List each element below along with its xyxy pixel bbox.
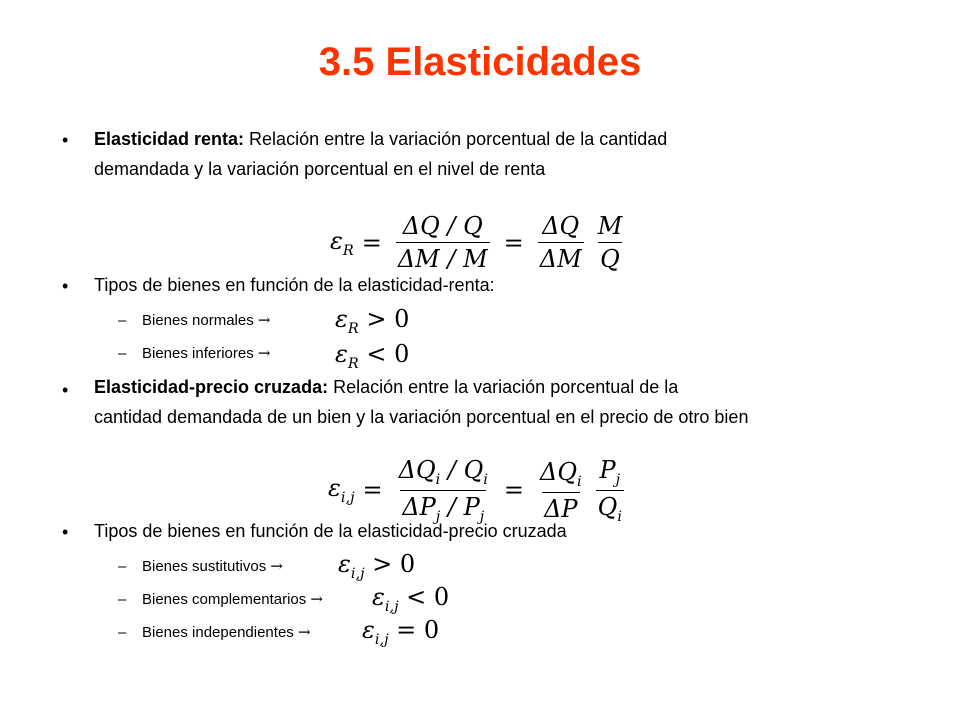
bullet-1-line2: demandada y la variación porcentual en el nivel de renta: [94, 159, 546, 179]
bullet-3-text: [94, 372, 748, 432]
eq2-lhs: $\varepsilon_{i,j}$: [328, 474, 355, 507]
bullet-3-term: Elasticidad-precio cruzada:: [94, 377, 329, 397]
bullet-3-line2: cantidad demandada de un bien y la variación porcentual en el precio de otro bien: [94, 407, 749, 427]
slide-title: 3.5 Elasticidades: [318, 40, 642, 84]
eq2-fraction-1: $\frac{\Delta Q_i / Q_i}{\Delta P_j / P_j}$: [398, 456, 488, 525]
eq2-fraction-3: $\frac{P_j}{Q_i}$: [597, 456, 622, 525]
bullet-3-dot: •: [62, 380, 69, 400]
sub-item-inferiores: – Bienes inferiores →: [118, 344, 271, 362]
eq2-fraction-2: $\frac{\Delta Q_i}{\Delta P}$: [540, 457, 582, 523]
bullet-1-term: Elasticidad renta:: [94, 129, 245, 149]
bullet-3-line1: Relación entre la variación porcentual de la: [328, 377, 679, 397]
sub-item-independientes: – Bienes independientes →: [118, 623, 311, 641]
sign-independientes: $\varepsilon_{i,j} = 0$: [362, 616, 440, 648]
eq1-fraction-1: $\frac{\Delta Q / Q}{\Delta M / M}$: [397, 212, 488, 273]
eq1-lhs: $\varepsilon_R$: [330, 226, 354, 259]
arrow-icon: →: [297, 623, 311, 641]
arrow-icon: →: [257, 311, 271, 329]
arrow-icon: →: [310, 590, 323, 608]
sub-item-normales: – Bienes normales →: [118, 311, 271, 329]
sub-item-complementarios: – Bienes complementarios →: [118, 590, 323, 608]
bullet-4-dot: •: [62, 522, 69, 542]
cross-price-elasticity-formula: $\varepsilon_{i,j}$ = $\frac{\Delta Q_i / Q_i}{\Delta P_j / P_j}$ = $\frac{\Delta Q_i}{\Delta P}$ $\frac{P_j}{Q_i}$: [328, 456, 622, 525]
sign-normales: $\varepsilon_R > 0$: [335, 305, 410, 337]
eq1-fraction-2: $\frac{\Delta Q}{\Delta M}$: [539, 212, 582, 273]
sign-complementarios: $\varepsilon_{i,j} < 0$: [372, 583, 450, 615]
eq1-fraction-3: $\frac{M}{Q}$: [597, 212, 623, 273]
bullet-1-text: [94, 124, 667, 184]
bullet-1-line1: Relación entre la variación porcentual de la cantidad: [244, 129, 668, 149]
sign-inferiores: $\varepsilon_R < 0$: [335, 340, 410, 372]
income-elasticity-formula: $\varepsilon_R$ = $\frac{\Delta Q / Q}{\Delta M / M}$ = $\frac{\Delta Q}{\Delta M}$ $\frac{M}{Q}$: [330, 212, 623, 273]
bullet-1-dot: •: [62, 130, 69, 150]
bullet-4-text: Tipos de bienes en función de la elasticidad-precio cruzada: [94, 521, 567, 541]
bullet-2-dot: •: [62, 276, 69, 296]
arrow-icon: →: [270, 557, 283, 575]
sub-item-sustitutivos: – Bienes sustitutivos →: [118, 557, 283, 575]
bullet-2-text: Tipos de bienes en función de la elasticidad-renta:: [94, 275, 495, 295]
sign-sustitutivos: $\varepsilon_{i,j} > 0$: [338, 550, 416, 582]
arrow-icon: →: [257, 344, 271, 362]
